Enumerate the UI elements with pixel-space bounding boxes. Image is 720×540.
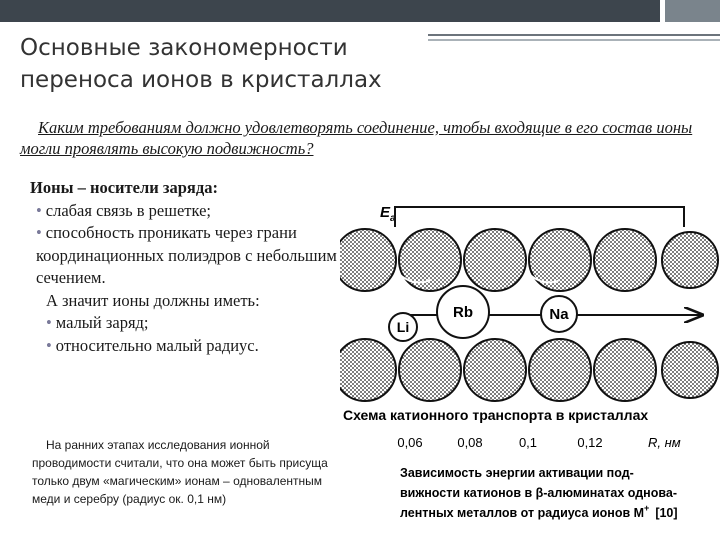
lattice-ion — [662, 342, 718, 398]
axis-tick: 0,12 — [577, 435, 603, 450]
energy-label-sub: a — [390, 213, 396, 224]
na-ion-label: Na — [549, 306, 569, 323]
energy-label: $E_a$ — [380, 204, 396, 224]
rb-ion-label: Rb — [453, 304, 473, 321]
superscript-plus: + — [644, 503, 650, 513]
charge-carriers-block — [30, 177, 340, 357]
axis-tick: 0,08 — [457, 435, 483, 450]
slide-title-line2: переноса ионов в кристаллах — [20, 67, 382, 93]
figure-subcaption-line: лентных металлов от радиуса ионов M+ [10] — [400, 503, 678, 520]
bullet-icon: • — [36, 223, 42, 242]
list-item — [30, 222, 340, 290]
figure-subcaption-line: вижности катионов в β-алюминатах однова- — [400, 486, 677, 500]
list-item — [30, 335, 340, 358]
slide-title-line1: Основные закономерности — [20, 35, 348, 61]
lattice-ion — [529, 229, 591, 291]
list-item-text: способность проникать через грани координационных полиэдров с небольшим сечением. — [36, 223, 337, 287]
axis-label: R, нм — [648, 435, 681, 450]
cation-transport-figure — [340, 195, 720, 535]
bullet-icon: • — [46, 313, 52, 332]
lattice-ion — [464, 229, 526, 291]
bullet-icon: • — [46, 335, 52, 355]
header-bar — [0, 0, 720, 22]
lattice-ion — [340, 229, 396, 291]
slide-title — [20, 32, 480, 96]
lattice-ion — [594, 339, 656, 401]
list-item-text: малый заряд; — [55, 313, 149, 332]
header-accent — [665, 0, 720, 22]
list-item-text: относительно малый радиус. — [55, 335, 259, 355]
history-note: На ранних этапах исследования ионной проводимости считали, что она может быть присуща только двум «магическим» ионам – одновалентным меди и серебру (радиус ок. 0,1 нм) — [32, 438, 328, 506]
lattice-ion — [464, 339, 526, 401]
conclusion-text: А значит ионы должны иметь: — [46, 290, 260, 310]
figure-caption: Схема катионного транспорта в кристаллах — [343, 407, 649, 423]
axis-tick: 0,06 — [397, 435, 423, 450]
charge-carriers-heading: Ионы – носители заряда: — [30, 178, 218, 197]
bottom-ion-row — [340, 339, 718, 401]
figure-subcaption-line: Зависимость энергии активации под- — [400, 466, 634, 480]
lattice-ion — [594, 229, 656, 291]
list-item — [30, 312, 340, 335]
li-ion-label: Li — [396, 319, 410, 335]
lattice-ion — [399, 229, 461, 291]
energy-bracket — [395, 207, 684, 227]
top-ion-row — [340, 229, 718, 291]
reference-number: [10] — [655, 506, 678, 520]
lattice-ion — [662, 232, 718, 288]
lattice-ion — [529, 339, 591, 401]
list-item-text: слабая связь в решетке; — [45, 200, 211, 220]
lattice-ion — [399, 339, 461, 401]
axis-tick: 0,1 — [518, 435, 538, 450]
list-item — [30, 200, 340, 223]
bullet-icon: • — [36, 200, 42, 220]
question-text: Каким требованиям должно удовлетворять соединение, чтобы входящие в его состав ионы могли проявлять высокую подвижность? — [20, 118, 693, 158]
lattice-ion — [340, 339, 396, 401]
